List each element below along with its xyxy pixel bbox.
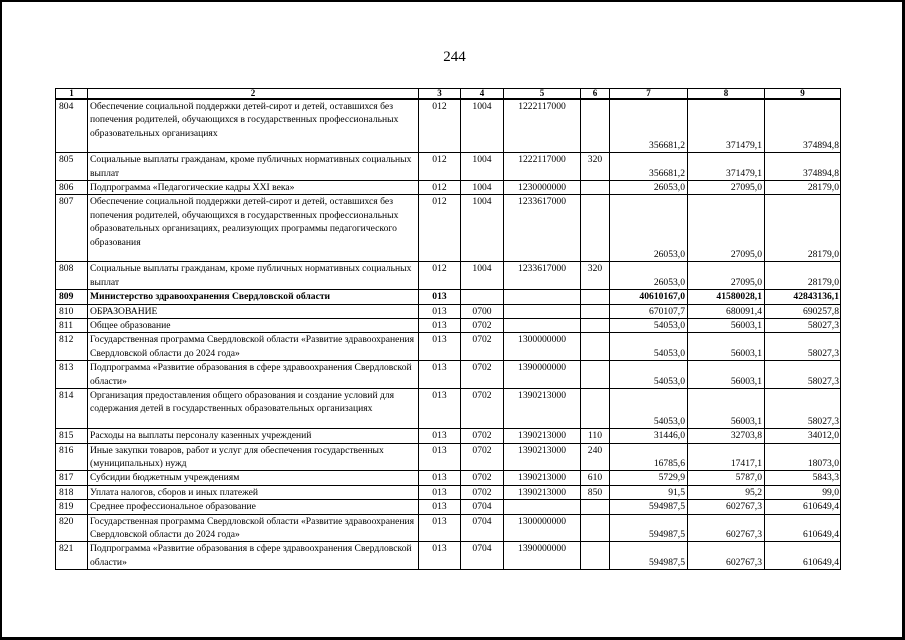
col-4-code: 0702 bbox=[461, 388, 504, 428]
row-name: Расходы на выплаты персоналу казенных учреждений bbox=[88, 429, 419, 443]
table-row bbox=[56, 180, 841, 194]
col-4-code: 0702 bbox=[461, 361, 504, 389]
col-9-amount: 99,0 bbox=[765, 485, 841, 499]
row-name: Иные закупки товаров, работ и услуг для обеспечения государственных (муниципальных) нужд bbox=[88, 443, 419, 471]
col-8-amount: 56003,1 bbox=[688, 318, 765, 332]
col-3-code: 013 bbox=[419, 485, 461, 499]
row-name: Обеспечение социальной поддержки детей-сирот и детей, оставшихся без попечения родителей, обучающихся в государственных профессиональных образовательных организациях bbox=[88, 99, 419, 153]
row-number: 821 bbox=[56, 542, 88, 570]
col-6-code: 850 bbox=[581, 485, 610, 499]
row-number: 819 bbox=[56, 500, 88, 514]
column-header-3: 3 bbox=[419, 89, 461, 100]
col-9-amount: 58027,3 bbox=[765, 318, 841, 332]
col-6-code bbox=[581, 99, 610, 153]
col-8-amount: 56003,1 bbox=[688, 388, 765, 428]
col-6-code: 320 bbox=[581, 262, 610, 290]
col-9-amount: 18073,0 bbox=[765, 443, 841, 471]
col-3-code: 012 bbox=[419, 195, 461, 262]
col-8-amount: 17417,1 bbox=[688, 443, 765, 471]
col-6-code bbox=[581, 514, 610, 542]
row-name: Подпрограмма «Развитие образования в сфере здравоохранения Свердловской области» bbox=[88, 361, 419, 389]
col-5-code: 1300000000 bbox=[504, 514, 581, 542]
col-3-code: 012 bbox=[419, 262, 461, 290]
col-4-code bbox=[461, 290, 504, 304]
col-3-code: 013 bbox=[419, 471, 461, 485]
col-3-code: 013 bbox=[419, 304, 461, 318]
col-9-amount: 34012,0 bbox=[765, 429, 841, 443]
col-8-amount: 371479,1 bbox=[688, 99, 765, 153]
column-header-1: 1 bbox=[56, 89, 88, 100]
col-5-code: 1390000000 bbox=[504, 542, 581, 570]
table-row bbox=[56, 429, 841, 443]
table-row bbox=[56, 262, 841, 290]
col-3-code: 013 bbox=[419, 443, 461, 471]
row-name: Подпрограмма «Педагогические кадры XXI века» bbox=[88, 180, 419, 194]
col-6-code bbox=[581, 333, 610, 361]
col-5-code bbox=[504, 290, 581, 304]
row-name: Среднее профессиональное образование bbox=[88, 500, 419, 514]
table-row bbox=[56, 290, 841, 304]
row-number: 808 bbox=[56, 262, 88, 290]
col-5-code: 1233617000 bbox=[504, 195, 581, 262]
col-6-code: 320 bbox=[581, 153, 610, 181]
col-4-code: 0702 bbox=[461, 443, 504, 471]
col-8-amount: 27095,0 bbox=[688, 180, 765, 194]
col-4-code: 1004 bbox=[461, 99, 504, 153]
table-row bbox=[56, 471, 841, 485]
row-number: 810 bbox=[56, 304, 88, 318]
row-number: 812 bbox=[56, 333, 88, 361]
col-3-code: 012 bbox=[419, 153, 461, 181]
col-3-code: 013 bbox=[419, 429, 461, 443]
col-7-amount: 26053,0 bbox=[610, 262, 688, 290]
col-3-code: 013 bbox=[419, 318, 461, 332]
col-4-code: 0702 bbox=[461, 471, 504, 485]
col-3-code: 013 bbox=[419, 542, 461, 570]
col-4-code: 0704 bbox=[461, 500, 504, 514]
col-5-code bbox=[504, 318, 581, 332]
column-header-2: 2 bbox=[88, 89, 419, 100]
col-5-code: 1222117000 bbox=[504, 153, 581, 181]
col-5-code: 1390213000 bbox=[504, 388, 581, 428]
budget-table bbox=[55, 88, 841, 570]
col-8-amount: 602767,3 bbox=[688, 500, 765, 514]
col-5-code: 1300000000 bbox=[504, 333, 581, 361]
col-3-code: 013 bbox=[419, 514, 461, 542]
column-header-6: 6 bbox=[581, 89, 610, 100]
table-row bbox=[56, 333, 841, 361]
col-4-code: 0704 bbox=[461, 542, 504, 570]
col-3-code: 012 bbox=[419, 180, 461, 194]
col-4-code: 0700 bbox=[461, 304, 504, 318]
col-4-code: 0702 bbox=[461, 333, 504, 361]
column-header-7: 7 bbox=[610, 89, 688, 100]
col-7-amount: 16785,6 bbox=[610, 443, 688, 471]
col-4-code: 0702 bbox=[461, 429, 504, 443]
col-8-amount: 602767,3 bbox=[688, 542, 765, 570]
col-6-code bbox=[581, 388, 610, 428]
table-row bbox=[56, 153, 841, 181]
col-7-amount: 54053,0 bbox=[610, 388, 688, 428]
col-8-amount: 32703,8 bbox=[688, 429, 765, 443]
col-5-code: 1222117000 bbox=[504, 99, 581, 153]
col-7-amount: 356681,2 bbox=[610, 153, 688, 181]
col-6-code bbox=[581, 542, 610, 570]
col-4-code: 0704 bbox=[461, 514, 504, 542]
column-header-5: 5 bbox=[504, 89, 581, 100]
col-7-amount: 54053,0 bbox=[610, 361, 688, 389]
row-name: Обеспечение социальной поддержки детей-сирот и детей, оставшихся без попечения родителей, обучающихся в государственных профессиональных образовательных организациях, реализующих программы педагогического образования bbox=[88, 195, 419, 262]
col-4-code: 0702 bbox=[461, 318, 504, 332]
col-8-amount: 56003,1 bbox=[688, 333, 765, 361]
col-7-amount: 40610167,0 bbox=[610, 290, 688, 304]
col-7-amount: 26053,0 bbox=[610, 180, 688, 194]
col-3-code: 012 bbox=[419, 99, 461, 153]
col-9-amount: 690257,8 bbox=[765, 304, 841, 318]
row-number: 804 bbox=[56, 99, 88, 153]
table-body bbox=[56, 99, 841, 570]
col-8-amount: 27095,0 bbox=[688, 195, 765, 262]
col-5-code: 1233617000 bbox=[504, 262, 581, 290]
row-name: Министерство здравоохранения Свердловской области bbox=[88, 290, 419, 304]
col-7-amount: 91,5 bbox=[610, 485, 688, 499]
col-7-amount: 31446,0 bbox=[610, 429, 688, 443]
row-name: Подпрограмма «Развитие образования в сфере здравоохранения Свердловской области» bbox=[88, 542, 419, 570]
col-4-code: 1004 bbox=[461, 262, 504, 290]
row-number: 815 bbox=[56, 429, 88, 443]
col-7-amount: 594987,5 bbox=[610, 514, 688, 542]
col-7-amount: 5729,9 bbox=[610, 471, 688, 485]
col-5-code: 1390213000 bbox=[504, 443, 581, 471]
col-6-code: 110 bbox=[581, 429, 610, 443]
col-6-code bbox=[581, 180, 610, 194]
col-6-code bbox=[581, 318, 610, 332]
col-8-amount: 680091,4 bbox=[688, 304, 765, 318]
column-header-4: 4 bbox=[461, 89, 504, 100]
col-9-amount: 610649,4 bbox=[765, 500, 841, 514]
row-number: 813 bbox=[56, 361, 88, 389]
col-8-amount: 602767,3 bbox=[688, 514, 765, 542]
col-8-amount: 95,2 bbox=[688, 485, 765, 499]
row-name: Организация предоставления общего образования и создание условий для содержания детей в государственных образовательных организациях bbox=[88, 388, 419, 428]
col-5-code bbox=[504, 500, 581, 514]
col-4-code: 1004 bbox=[461, 153, 504, 181]
col-7-amount: 54053,0 bbox=[610, 333, 688, 361]
col-8-amount: 56003,1 bbox=[688, 361, 765, 389]
row-number: 805 bbox=[56, 153, 88, 181]
col-6-code bbox=[581, 500, 610, 514]
row-name: Государственная программа Свердловской области «Развитие здравоохранения Свердловской области до 2024 года» bbox=[88, 333, 419, 361]
table-row bbox=[56, 500, 841, 514]
col-6-code bbox=[581, 195, 610, 262]
col-3-code: 013 bbox=[419, 290, 461, 304]
col-3-code: 013 bbox=[419, 500, 461, 514]
col-8-amount: 41580028,1 bbox=[688, 290, 765, 304]
col-7-amount: 594987,5 bbox=[610, 500, 688, 514]
table-row bbox=[56, 304, 841, 318]
col-7-amount: 356681,2 bbox=[610, 99, 688, 153]
col-9-amount: 28179,0 bbox=[765, 180, 841, 194]
row-number: 806 bbox=[56, 180, 88, 194]
row-number: 820 bbox=[56, 514, 88, 542]
table-row bbox=[56, 485, 841, 499]
column-header-8: 8 bbox=[688, 89, 765, 100]
row-name: Общее образование bbox=[88, 318, 419, 332]
table-row bbox=[56, 361, 841, 389]
col-7-amount: 670107,7 bbox=[610, 304, 688, 318]
col-5-code: 1390213000 bbox=[504, 471, 581, 485]
col-9-amount: 28179,0 bbox=[765, 262, 841, 290]
col-5-code: 1390213000 bbox=[504, 429, 581, 443]
col-7-amount: 54053,0 bbox=[610, 318, 688, 332]
col-9-amount: 610649,4 bbox=[765, 542, 841, 570]
col-6-code: 240 bbox=[581, 443, 610, 471]
col-6-code bbox=[581, 290, 610, 304]
table-row bbox=[56, 542, 841, 570]
row-name: ОБРАЗОВАНИЕ bbox=[88, 304, 419, 318]
table-row bbox=[56, 514, 841, 542]
row-name: Социальные выплаты гражданам, кроме публичных нормативных социальных выплат bbox=[88, 262, 419, 290]
col-4-code: 1004 bbox=[461, 195, 504, 262]
col-9-amount: 610649,4 bbox=[765, 514, 841, 542]
table-row bbox=[56, 318, 841, 332]
row-name: Субсидии бюджетным учреждениям bbox=[88, 471, 419, 485]
table-row bbox=[56, 99, 841, 153]
table-header-row bbox=[56, 89, 841, 100]
col-9-amount: 374894,8 bbox=[765, 153, 841, 181]
row-number: 811 bbox=[56, 318, 88, 332]
col-9-amount: 58027,3 bbox=[765, 388, 841, 428]
row-name: Уплата налогов, сборов и иных платежей bbox=[88, 485, 419, 499]
col-4-code: 0702 bbox=[461, 485, 504, 499]
page-number: 244 bbox=[443, 49, 466, 65]
col-5-code bbox=[504, 304, 581, 318]
col-3-code: 013 bbox=[419, 388, 461, 428]
table-row bbox=[56, 443, 841, 471]
col-6-code bbox=[581, 361, 610, 389]
col-3-code: 013 bbox=[419, 333, 461, 361]
row-number: 809 bbox=[56, 290, 88, 304]
col-9-amount: 28179,0 bbox=[765, 195, 841, 262]
col-6-code bbox=[581, 304, 610, 318]
col-5-code: 1390000000 bbox=[504, 361, 581, 389]
col-9-amount: 5843,3 bbox=[765, 471, 841, 485]
row-number: 814 bbox=[56, 388, 88, 428]
col-9-amount: 374894,8 bbox=[765, 99, 841, 153]
row-name: Социальные выплаты гражданам, кроме публичных нормативных социальных выплат bbox=[88, 153, 419, 181]
table-row bbox=[56, 388, 841, 428]
row-number: 807 bbox=[56, 195, 88, 262]
col-7-amount: 594987,5 bbox=[610, 542, 688, 570]
col-9-amount: 58027,3 bbox=[765, 361, 841, 389]
col-5-code: 1390213000 bbox=[504, 485, 581, 499]
col-4-code: 1004 bbox=[461, 180, 504, 194]
col-8-amount: 27095,0 bbox=[688, 262, 765, 290]
col-9-amount: 42843136,1 bbox=[765, 290, 841, 304]
table-row bbox=[56, 195, 841, 262]
row-number: 816 bbox=[56, 443, 88, 471]
col-8-amount: 371479,1 bbox=[688, 153, 765, 181]
column-header-9: 9 bbox=[765, 89, 841, 100]
col-9-amount: 58027,3 bbox=[765, 333, 841, 361]
col-3-code: 013 bbox=[419, 361, 461, 389]
col-5-code: 1230000000 bbox=[504, 180, 581, 194]
col-7-amount: 26053,0 bbox=[610, 195, 688, 262]
row-name: Государственная программа Свердловской области «Развитие здравоохранения Свердловской области до 2024 года» bbox=[88, 514, 419, 542]
col-6-code: 610 bbox=[581, 471, 610, 485]
row-number: 817 bbox=[56, 471, 88, 485]
col-8-amount: 5787,0 bbox=[688, 471, 765, 485]
row-number: 818 bbox=[56, 485, 88, 499]
